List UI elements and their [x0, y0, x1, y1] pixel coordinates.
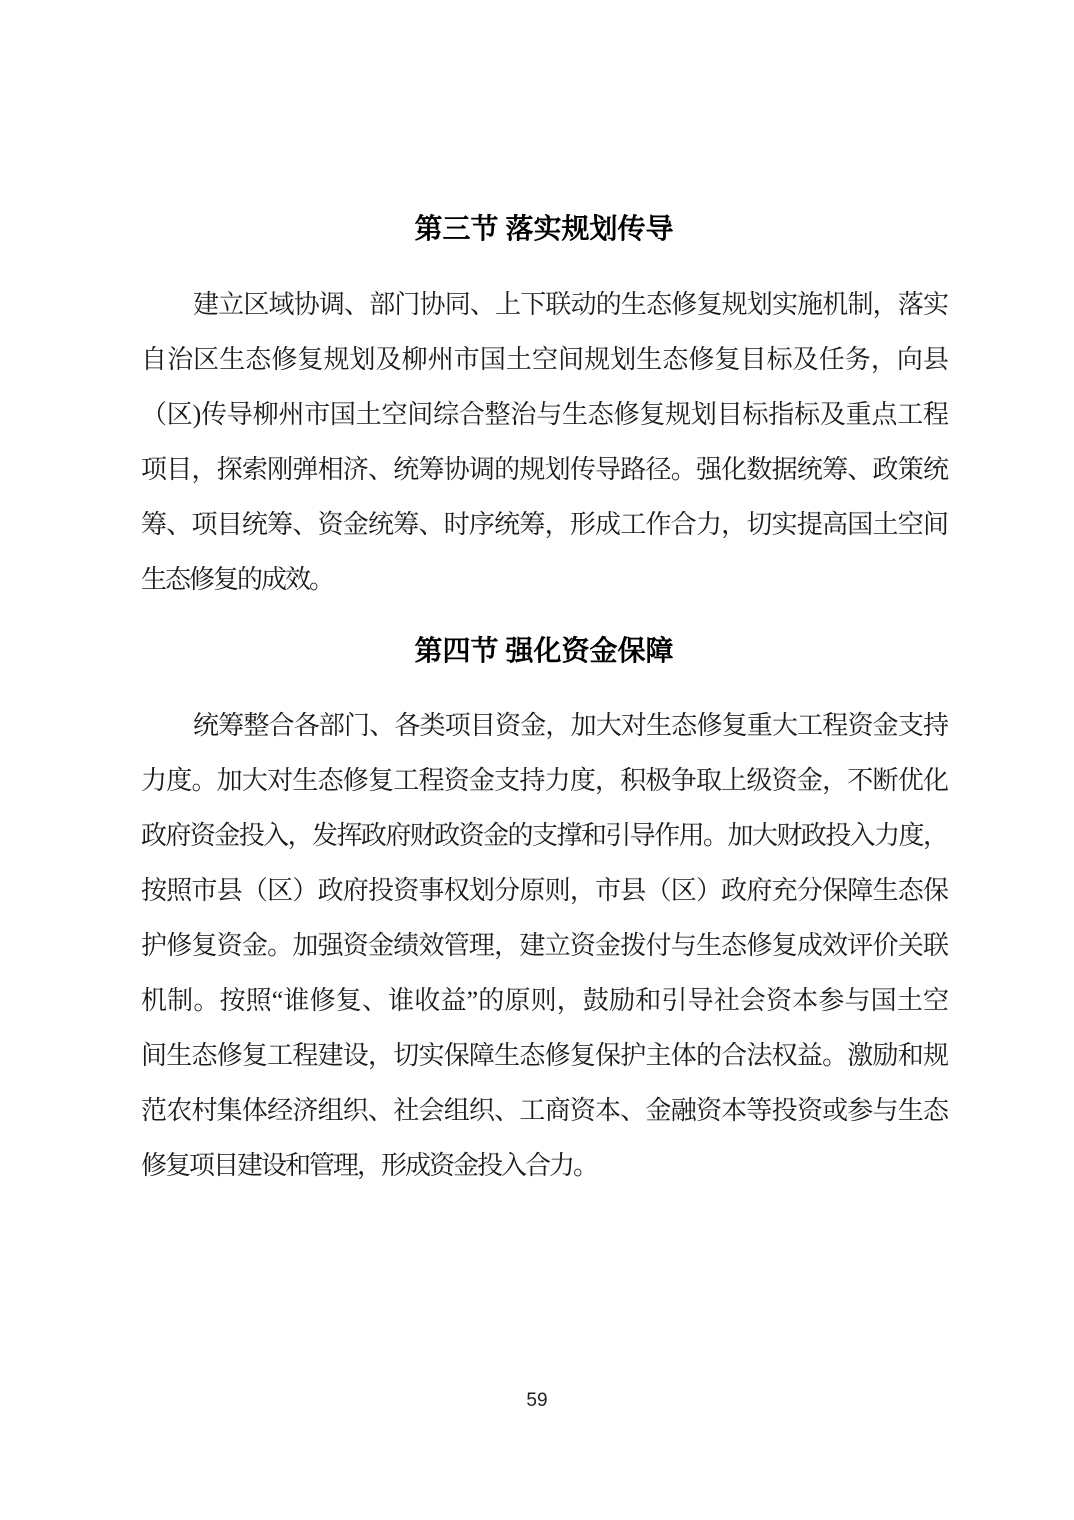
paragraph-line: 筹、项目统筹、资金统筹、时序统筹，形成工作合力，切实提高国土空间 [141, 510, 947, 539]
section-heading-3: 第三节 落实规划传导 [414, 214, 674, 245]
paragraph-line: 政府资金投入，发挥政府财政资金的支撑和引导作用。加大财政投入力度， [141, 821, 947, 850]
paragraph-section-3 [141, 277, 947, 607]
paragraph-line: 力度。加大对生态修复工程资金支持力度，积极争取上级资金，不断优化 [141, 766, 947, 795]
page-content [141, 0, 947, 1193]
paragraph-line: 修复项目建设和管理，形成资金投入合力。 [141, 1151, 598, 1180]
paragraph-line: 间生态修复工程建设，切实保障生态修复保护主体的合法权益。激励和规 [141, 1041, 947, 1070]
section-heading-4: 第四节 强化资金保障 [414, 636, 674, 667]
paragraph-line: 项目，探索刚弹相济、统筹协调的规划传导路径。强化数据统筹、政策统 [141, 455, 947, 484]
paragraph-line: 生态修复的成效。 [141, 565, 334, 594]
paragraph-line: 按照市县（区）政府投资事权划分原则，市县（区）政府充分保障生态保 [141, 876, 947, 905]
paragraph-line: 护修复资金。加强资金绩效管理，建立资金拨付与生态修复成效评价关联 [141, 931, 947, 960]
paragraph-section-4 [141, 698, 947, 1193]
paragraph-line: 机制。按照“谁修复、谁收益”的原则，鼓励和引导社会资本参与国土空 [141, 986, 947, 1015]
paragraph-line: 建立区域协调、部门协同、上下联动的生态修复规划实施机制，落实 [193, 290, 947, 319]
paragraph-line: 统筹整合各部门、各类项目资金，加大对生态修复重大工程资金支持 [193, 711, 947, 740]
page-number: 59 [526, 1390, 548, 1411]
paragraph-line: 范农村集体经济组织、社会组织、工商资本、金融资本等投资或参与生态 [141, 1096, 947, 1125]
paragraph-line: 自治区生态修复规划及柳州市国土空间规划生态修复目标及任务，向县 [141, 345, 947, 374]
paragraph-line: （区)传导柳州市国土空间综合整治与生态修复规划目标指标及重点工程 [141, 400, 947, 429]
